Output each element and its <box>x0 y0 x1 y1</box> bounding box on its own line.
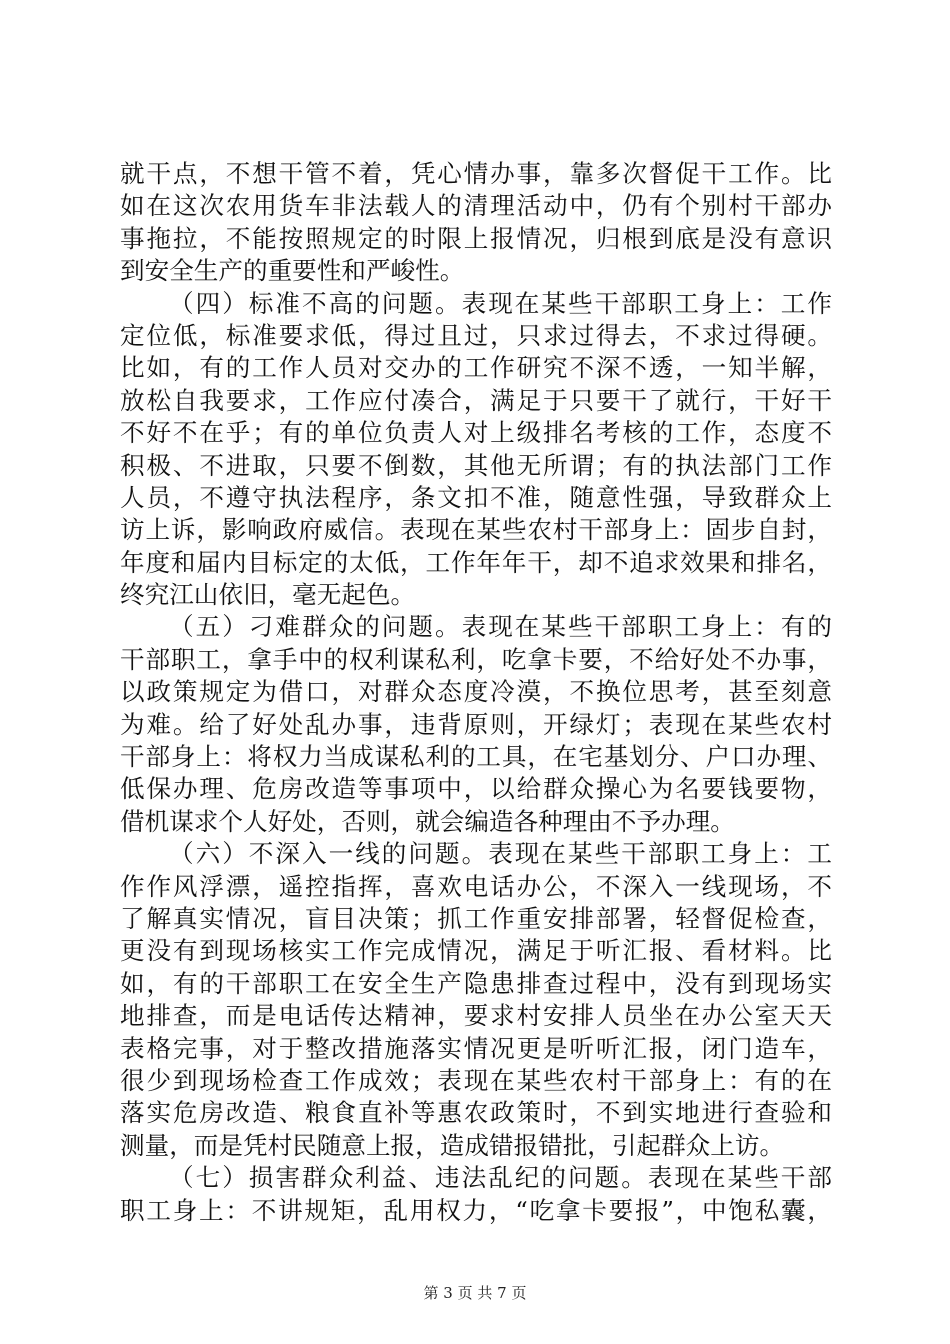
text-line: 如，有的干部职工在安全生产隐患排查过程中，没有到现场实 <box>120 968 832 998</box>
text-line: 很少到现场检查工作成效；表现在某些农村干部身上：有的在 <box>120 1065 832 1095</box>
section-heading-line: （七）损害群众利益、违法乱纪的问题。表现在某些干部 <box>169 1163 832 1193</box>
body-text <box>120 158 832 1227</box>
text-line: 地排查，而是电话传达精神，要求村安排人员坐在办公室天天 <box>120 1001 832 1031</box>
text-line: 作作风浮漂，遥控指挥，喜欢电话办公，不深入一线现场，不 <box>120 871 832 901</box>
text-line: 更没有到现场核实工作完成情况，满足于听汇报、看材料。比 <box>120 936 832 966</box>
text-line: 干部身上：将权力当成谋私利的工具，在宅基划分、户口办理、 <box>120 742 832 772</box>
text-line: 定位低，标准要求低，得过且过，只求过得去，不求过得硬。 <box>120 320 832 350</box>
section-heading-line: （四）标准不高的问题。表现在某些干部职工身上：工作 <box>169 288 832 318</box>
section-heading-line: （六）不深入一线的问题。表现在某些干部职工身上：工 <box>169 839 832 869</box>
text-line: 比如，有的工作人员对交办的工作研究不深不透，一知半解， <box>120 353 832 383</box>
text-line: 如在这次农用货车非法载人的清理活动中，仍有个别村干部办 <box>120 191 832 221</box>
text-line: 访上诉，影响政府威信。表现在某些农村干部身上：固步自封， <box>120 515 832 545</box>
text-line: 年度和届内目标定的太低，工作年年干，却不追求效果和排名， <box>120 547 832 577</box>
text-line: 借机谋求个人好处，否则，就会编造各种理由不予办理。 <box>120 806 735 836</box>
text-line: 到安全生产的重要性和严峻性。 <box>120 256 465 286</box>
text-line: 以政策规定为借口，对群众态度冷漠，不换位思考，甚至刻意 <box>120 677 832 707</box>
text-line: 落实危房改造、粮食直补等惠农政策时，不到实地进行查验和 <box>120 1098 832 1128</box>
text-line: 测量，而是凭村民随意上报，造成错报错批，引起群众上访。 <box>120 1130 785 1160</box>
text-line: 放松自我要求，工作应付凑合，满足于只要干了就行，干好干 <box>120 385 832 415</box>
section-heading-line: （五）刁难群众的问题。表现在某些干部职工身上：有的 <box>169 612 832 642</box>
text-line: 低保办理、危房改造等事项中，以给群众操心为名要钱要物， <box>120 774 832 804</box>
text-line: 不好不在乎；有的单位负责人对上级排名考核的工作，态度不 <box>120 418 832 448</box>
text-line: 就干点，不想干管不着，凭心情办事，靠多次督促干工作。比 <box>120 159 832 188</box>
text-line: 了解真实情况，盲目决策；抓工作重安排部署，轻督促检查， <box>120 903 832 933</box>
text-line: 干部职工，拿手中的权利谋私利，吃拿卡要，不给好处不办事， <box>120 644 832 674</box>
text-line: 职工身上：不讲规矩，乱用权力，“吃拿卡要报”，中饱私囊， <box>120 1195 832 1225</box>
text-line: 事拖拉，不能按照规定的时限上报情况，归根到底是没有意识 <box>120 223 832 253</box>
text-line: 为难。给了好处乱办事，违背原则，开绿灯；表现在某些农村 <box>120 709 832 739</box>
page-number-footer: 第 3 页 共 7 页 <box>423 1284 527 1302</box>
text-line: 表格完事，对于整改措施落实情况更是听听汇报，闭门造车， <box>120 1033 832 1063</box>
text-line: 终究江山依旧，毫无起色。 <box>120 580 416 610</box>
text-line: 积极、不进取，只要不倒数，其他无所谓；有的执法部门工作 <box>120 450 832 480</box>
text-line: 人员，不遵守执法程序，条文扣不准，随意性强，导致群众上 <box>120 482 832 512</box>
